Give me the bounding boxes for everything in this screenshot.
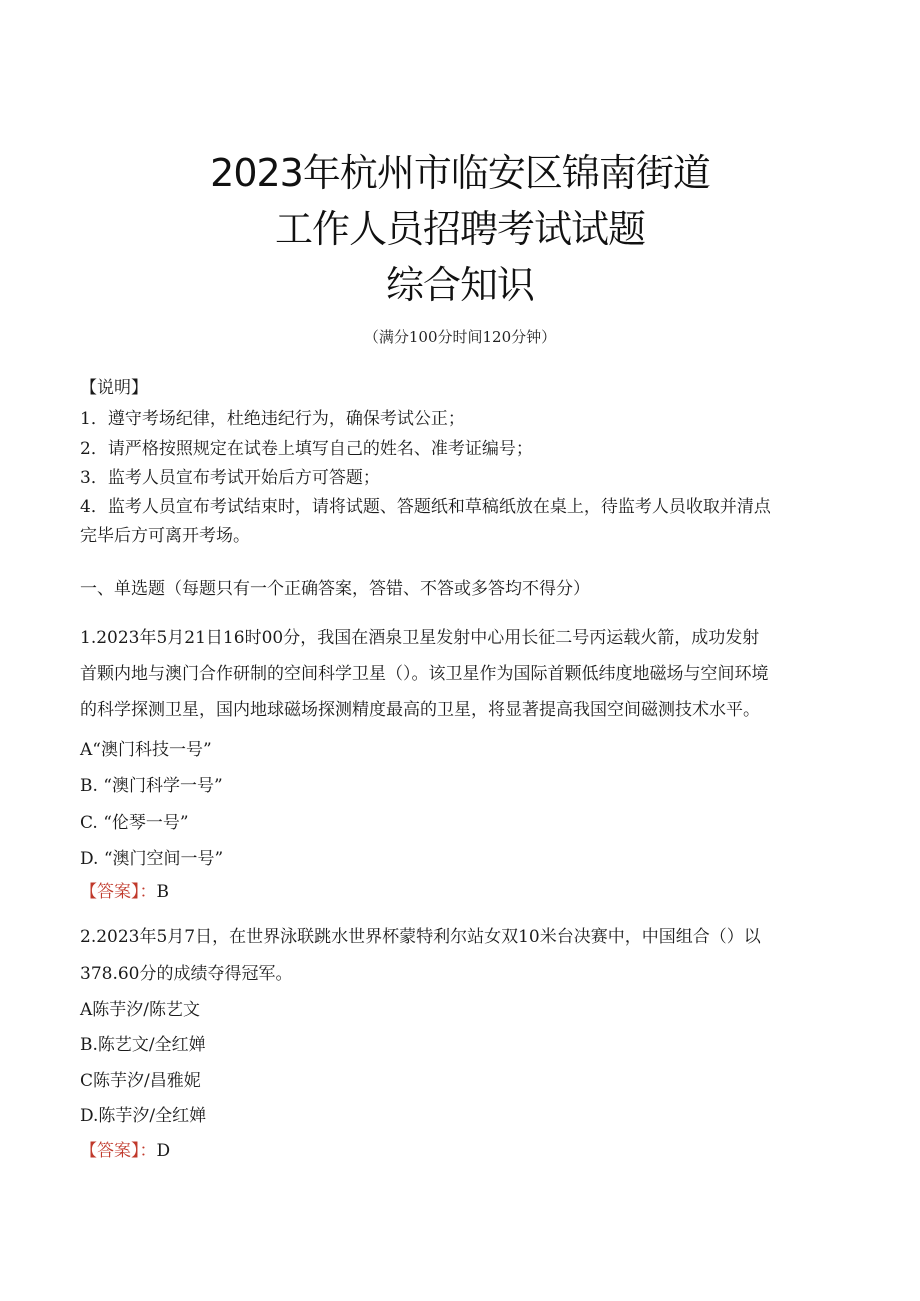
section-heading: 一、单选题（每题只有一个正确答案，答错、不答或多答均不得分） [80,579,590,599]
question-1-option-d: D. “澳门空间一号” [80,849,224,869]
question-2-option-c: C陈芋汐/昌雅妮 [80,1071,201,1091]
question-1-option-b: B. “澳门科学一号” [80,776,223,796]
answer-separator: ： [139,882,157,902]
answer-value: B [156,882,169,902]
answer-label: 【答案】 [80,882,140,902]
exam-title-line-3: 综合知识 [385,263,534,307]
instruction-item: 1．遵守考场纪律，杜绝违纪行为，确保考试公正； [80,409,465,429]
question-2-line: 2.2023年5月7日，在世界泳联跳水世界杯蒙特利尔站女双10米台决赛中，中国组合（）以 [80,927,761,947]
exam-title-line-2: 工作人员招聘考试试题 [274,207,645,251]
exam-subtitle: （满分100分时间120分钟） [363,328,557,346]
instruction-item: 完毕后方可离开考场。 [80,526,250,546]
answer-separator: ： [139,1141,157,1161]
exam-title-line-1: 2023年杭州市临安区锦南街道 [210,151,710,195]
instruction-item: 2．请严格按照规定在试卷上填写自己的姓名、准考证编号； [80,439,533,459]
question-2-answer [80,1136,170,1161]
answer-value: D [156,1141,171,1161]
question-1-answer [80,877,169,902]
instructions-heading: 【说明】 [80,378,148,398]
question-2-option-b: B.陈艺文/全红婵 [80,1035,206,1055]
instruction-item: 3．监考人员宣布考试开始后方可答题； [80,468,380,488]
question-2-line: 378.60分的成绩夺得冠军。 [80,964,293,984]
question-1-option-a: A“澳门科技一号” [80,740,212,760]
question-2-option-a: A陈芋汐/陈艺文 [80,1000,201,1020]
answer-label: 【答案】 [80,1141,140,1161]
question-1-line: 1.2023年5月21日16时00分，我国在酒泉卫星发射中心用长征二号丙运载火箭，成功发射 [80,628,760,648]
instruction-item: 4．监考人员宣布考试结束时，请将试题、答题纸和草稿纸放在桌上，待监考人员收取并清点 [80,497,771,517]
question-1-line: 的科学探测卫星，国内地球磁场探测精度最高的卫星，将显著提高我国空间磁测技术水平。 [80,700,760,720]
question-2-option-d: D.陈芋汐/全红婵 [80,1106,207,1126]
question-1-option-c: C. “伦琴一号” [80,813,189,833]
question-1-line: 首颗内地与澳门合作研制的空间科学卫星（）。该卫星作为国际首颗低纬度地磁场与空间环境 [80,664,769,684]
